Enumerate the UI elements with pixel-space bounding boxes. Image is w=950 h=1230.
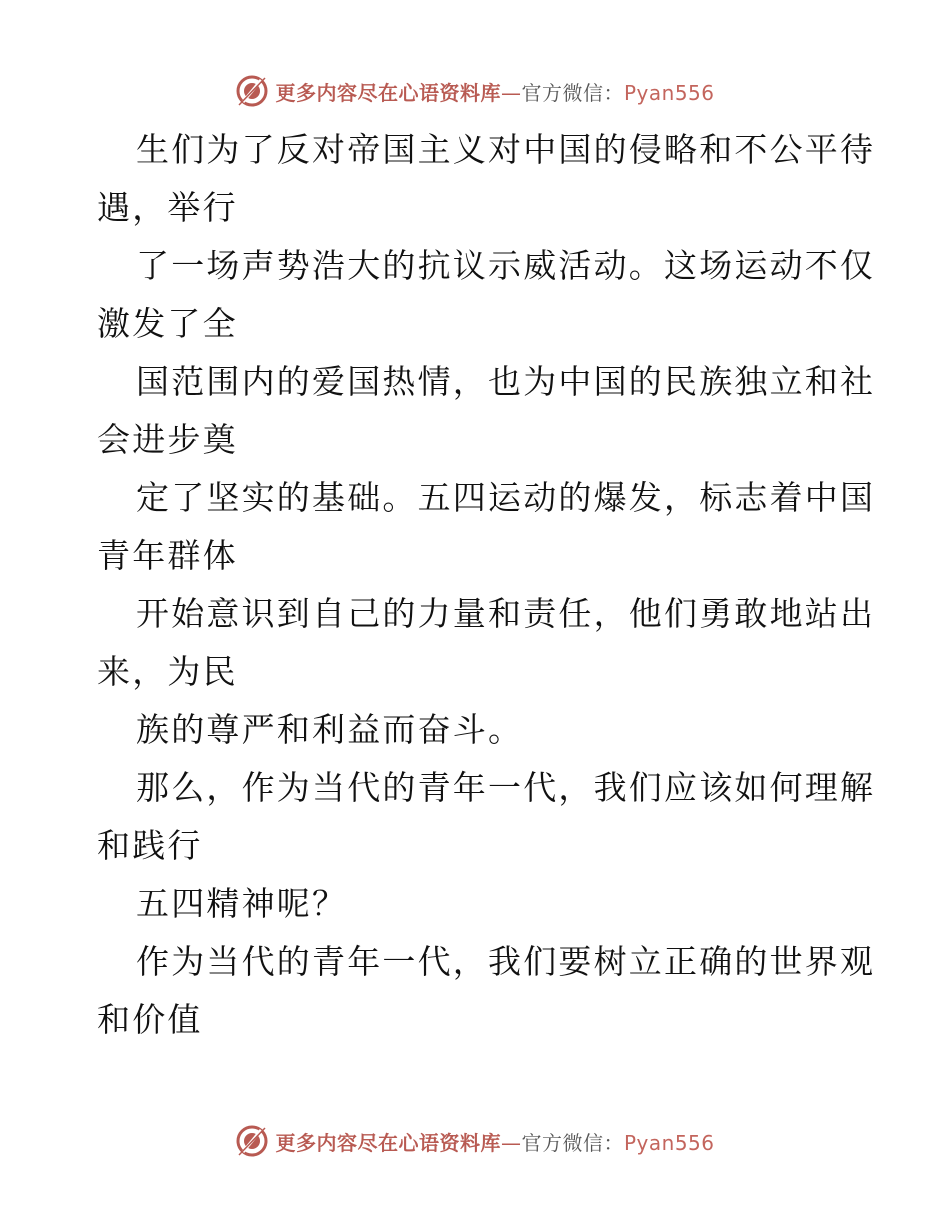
text-line: 会进步奠 [97,420,238,459]
text-line: 国范围内的爱国热情，也为中国的民族独立和社 [136,362,876,401]
seal-logo-icon [235,74,269,108]
text-line: 作为当代的青年一代，我们要树立正确的世界观 [136,942,876,981]
footer-watermark [0,1121,950,1161]
text-line: 遇，举行 [97,188,238,227]
text-line: 和践行 [97,826,203,865]
header-watermark [0,71,950,111]
banner-main-text: 更多内容尽在心语资料库 [275,80,501,105]
text-line: 激发了全 [97,304,238,343]
text-line: 来，为民 [97,652,238,691]
text-line: 青年群体 [97,536,238,575]
banner-separator: — [500,1130,522,1155]
text-line: 生们为了反对帝国主义对中国的侵略和不公平待 [136,130,876,169]
text-line: 定了坚实的基础。五四运动的爆发，标志着中国 [136,478,876,517]
document-body [97,121,876,1049]
text-line: 开始意识到自己的力量和责任，他们勇敢地站出 [136,594,876,633]
banner-wechat-id: Pyan556 [623,80,715,105]
text-line: 五四精神呢？ [136,884,348,923]
seal-logo-icon [235,1124,269,1158]
text-line: 了一场声势浩大的抗议示威活动。这场运动不仅 [136,246,876,285]
banner-wechat-id: Pyan556 [623,1130,715,1155]
text-line: 族的尊严和利益而奋斗。 [136,710,524,749]
banner-sub-text: 官方微信： [521,1130,624,1155]
text-line: 和价值 [97,1000,203,1039]
banner-separator: — [500,80,522,105]
banner-sub-text: 官方微信： [521,80,624,105]
text-line: 那么，作为当代的青年一代，我们应该如何理解 [136,768,876,807]
banner-main-text: 更多内容尽在心语资料库 [275,1130,501,1155]
